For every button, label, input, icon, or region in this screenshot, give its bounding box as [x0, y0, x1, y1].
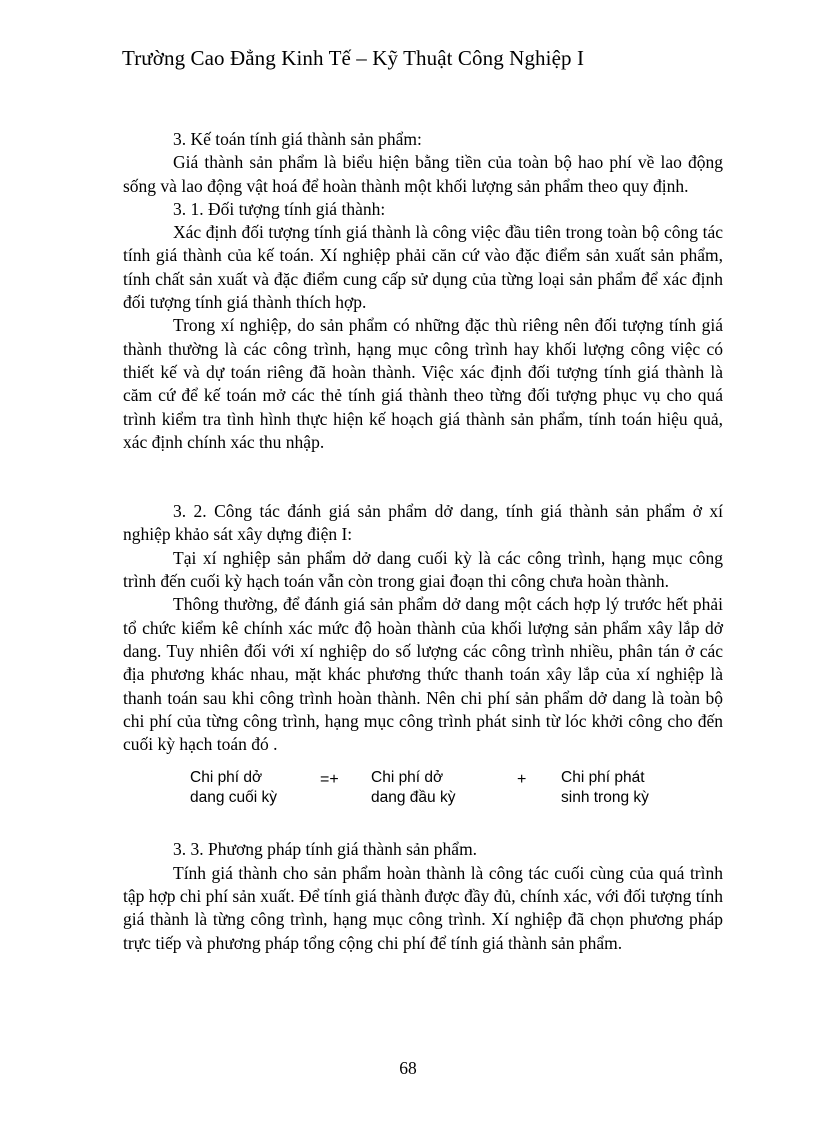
wip-cost-formula — [190, 768, 723, 816]
section-3-3-paragraph-1: Tính giá thành cho sản phẩm hoàn thành là công tác cuối cùng của quá trình tập hợp chi phí sản xuất. Để tính giá thành được đầy đủ, chính xác, với đối tượng tính giá thành là từng công trình, hạng mục công trình. Xí nghiệp đã chọn phương pháp trực tiếp và phương pháp tổng cộng chi phí để tính giá thành sản phẩm. — [123, 862, 723, 953]
formula-operator-equals: =+ — [320, 771, 339, 789]
section-3-1-paragraph-2: Trong xí nghiệp, do sản phẩm có những đặc thù riêng nên đối tượng tính giá thành thường là các công trình, hạng mục công trình hay khối lượng công việc có thiết kế và dự toán riêng đã hoàn thành. Việc xác định đối tượng tính giá thành là căm cứ để kế toán mở các thẻ tính giá thành theo từng đối tượng phục vụ cho quá trình kiểm tra tình hình thực hiện kế hoạch giá thành sản phẩm, tính toán hiệu quả, xác định chính xác thu nhập. — [123, 315, 723, 452]
section-3-2-heading: 3. 2. Công tác đánh giá sản phẩm dở dang, tính giá thành sản phẩm ở xí nghiệp khảo sát xây dựng điện I: — [123, 501, 723, 545]
section-3-2-paragraph-2: Thông thường, để đánh giá sản phẩm dở dang một cách hợp lý trước hết phải tổ chức kiểm kê chính xác mức độ hoàn thành của khối lượng sản phẩm xây lắp dở dang. Tuy nhiên đối với xí nghiệp do số lượng các công trình nhiều, phân tán ở các địa phương khác nhau, mặt khác phương thức thanh toán xây lắp của xí nghiệp là thanh toán sau khi công trình hoàn thành. Nên chi phí sản phẩm dở dang là toàn bộ chi phí của từng công trình, hạng mục công trình phát sinh từ lóc khởi công cho đến cuối kỳ hạch toán đó . — [123, 594, 723, 755]
document-body — [123, 128, 723, 955]
section-3-2-paragraph-1: Tại xí nghiệp sản phẩm dở dang cuối kỳ là các công trình, hạng mục công trình đến cuối kỳ hạch toán vẫn còn trong giai đoạn thi công chưa hoàn thành. — [123, 547, 723, 592]
section-3-1-paragraph-1: Xác định đối tượng tính giá thành là công việc đầu tiên trong toàn bộ công tác tính giá thành của kế toán. Xí nghiệp phải căn cứ vào đặc điểm sản xuất sản phẩm, tính chất sản xuất và đặc điểm cung cấp sử dụng của từng loại sản phẩm để xác định đối tượng tính giá thành thích hợp. — [123, 222, 723, 313]
formula-operator-plus: + — [517, 771, 527, 789]
section-3-3-heading: 3. 3. Phương pháp tính giá thành sản phẩm. — [173, 839, 478, 860]
formula-term-ending-wip: Chi phí dở dang cuối kỳ — [190, 769, 278, 807]
section-3-intro: Giá thành sản phẩm là biểu hiện bằng tiền của toàn bộ hao phí về lao động sống và lao động vật hoá để hoàn thành một khối lượng sản phẩm theo quy định. — [123, 152, 723, 196]
formula-term-beginning-wip: Chi phí dở dang đầu kỳ — [371, 769, 456, 807]
section-3-heading: 3. Kế toán tính giá thành sản phẩm: — [173, 129, 422, 149]
page-number: 68 — [399, 1058, 417, 1078]
spacer — [123, 454, 723, 500]
formula-term-incurred: Chi phí phát sinh trong kỳ — [561, 769, 649, 807]
page-header: Trường Cao Đẳng Kinh Tế – Kỹ Thuật Công Nghiệp I — [122, 46, 585, 70]
section-3-1-heading: 3. 1. Đối tượng tính giá thành: — [173, 198, 386, 219]
